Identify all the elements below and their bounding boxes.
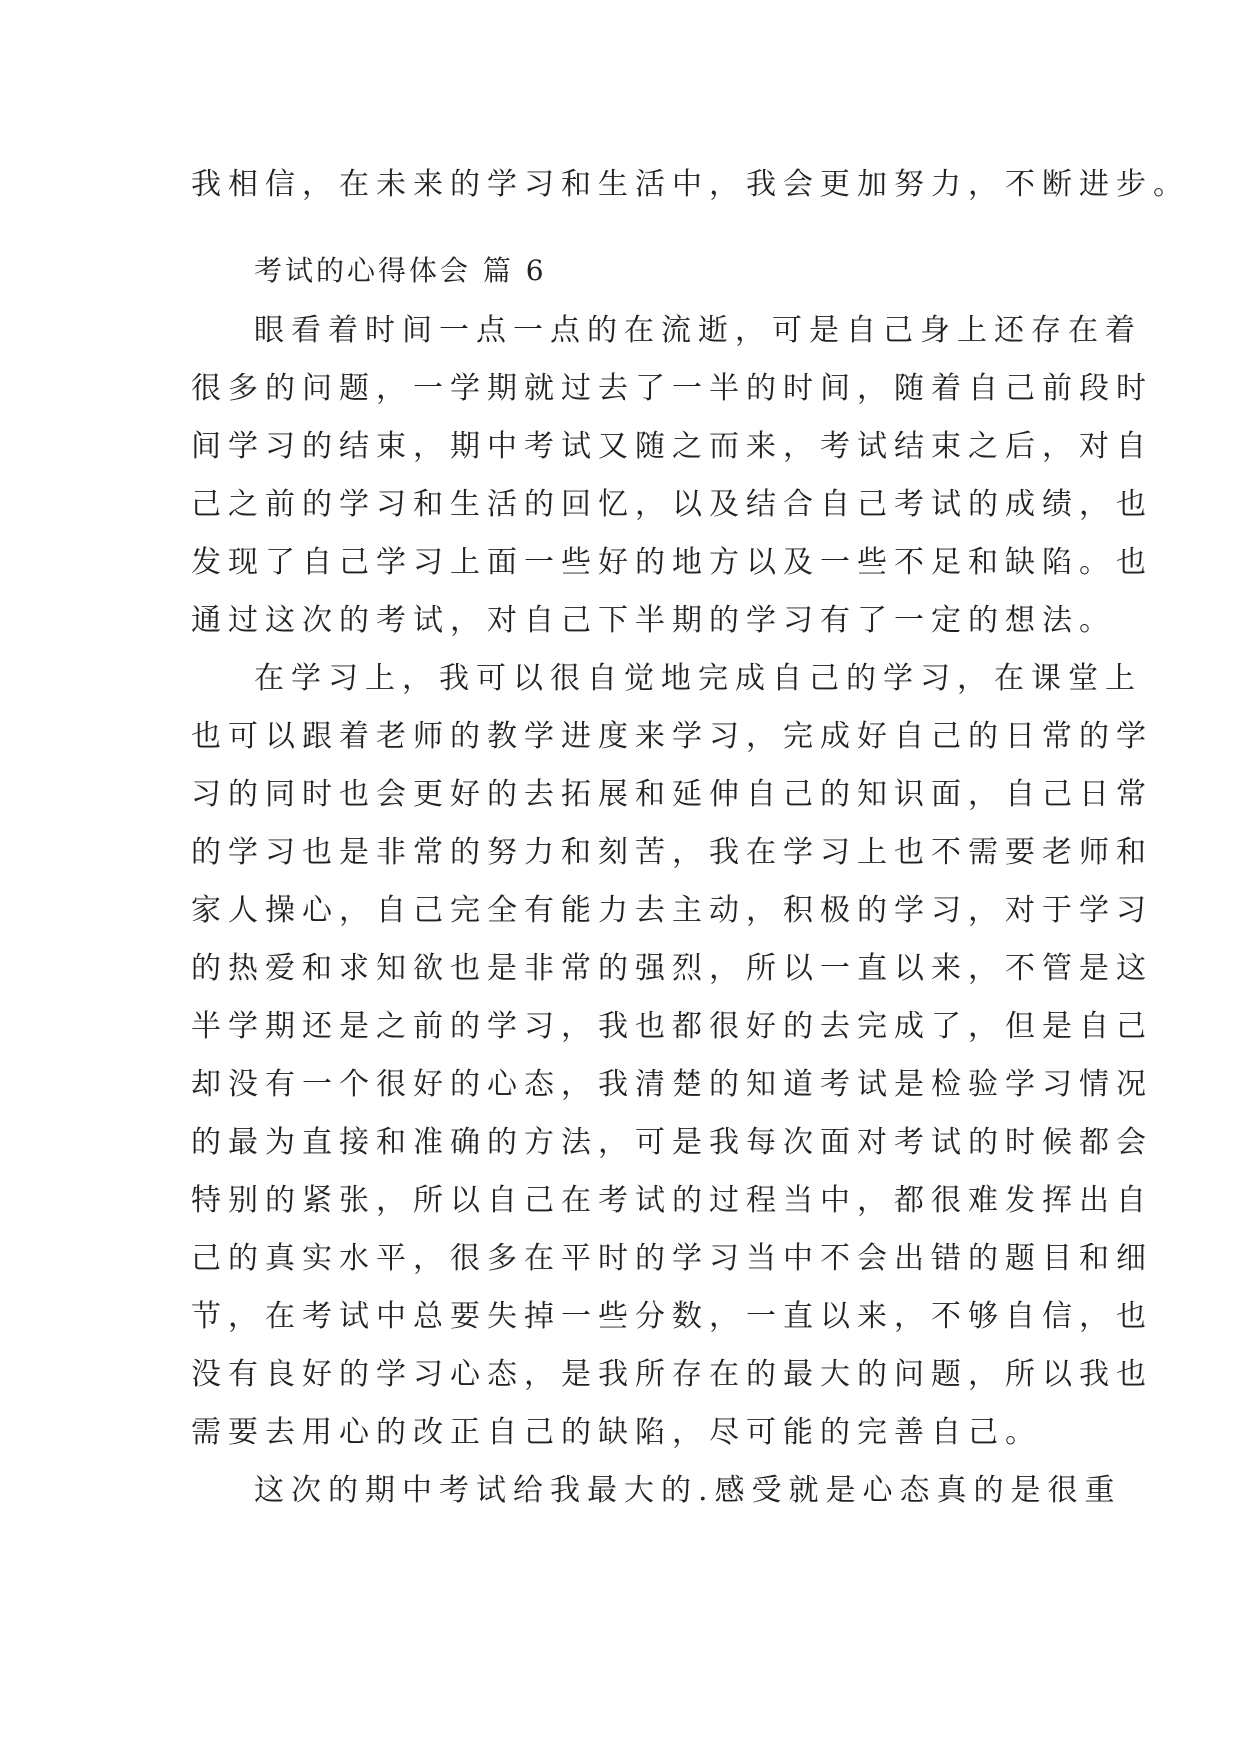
paragraph-1-line: 发现了自己学习上面一些好的地方以及一些不足和缺陷。也 [191,545,1153,580]
paragraph-2-line: 也可以跟着老师的教学进度来学习，完成好自己的日常的学 [191,719,1153,754]
intro-line: 我相信，在未来的学习和生活中，我会更加努力，不断进步。 [191,167,1190,202]
paragraph-2-line: 节，在考试中总要失掉一些分数，一直以来，不够自信，也 [191,1299,1153,1334]
paragraph-2-line: 家人操心，自己完全有能力去主动，积极的学习，对于学习 [191,893,1153,928]
paragraph-1-line: 间学习的结束，期中考试又随之而来，考试结束之后，对自 [191,429,1153,464]
paragraph-1-line: 眼看着时间一点一点的在流逝，可是自己身上还存在着 [254,313,1142,348]
paragraph-1-line: 己之前的学习和生活的回忆，以及结合自己考试的成绩，也 [191,487,1153,522]
paragraph-2-line: 半学期还是之前的学习，我也都很好的去完成了，但是自己 [191,1009,1153,1044]
section-heading: 考试的心得体会 篇 6 [254,254,547,287]
paragraph-2-line: 的最为直接和准确的方法，可是我每次面对考试的时候都会 [191,1125,1153,1160]
paragraph-2-line: 习的同时也会更好的去拓展和延伸自己的知识面，自己日常 [191,777,1153,812]
paragraph-2-line: 的学习也是非常的努力和刻苦，我在学习上也不需要老师和 [191,835,1153,870]
paragraph-2-line: 在学习上，我可以很自觉地完成自己的学习，在课堂上 [254,661,1142,696]
paragraph-2-line: 却没有一个很好的心态，我清楚的知道考试是检验学习情况 [191,1067,1153,1102]
paragraph-2-line: 没有良好的学习心态，是我所存在的最大的问题，所以我也 [191,1357,1153,1392]
paragraph-1-line: 通过这次的考试，对自己下半期的学习有了一定的想法。 [191,603,1116,638]
paragraph-2-line: 需要去用心的改正自己的缺陷，尽可能的完善自己。 [191,1415,1042,1450]
paragraph-3-line: 这次的期中考试给我最大的.感受就是心态真的是很重 [254,1473,1122,1508]
paragraph-2-line: 己的真实水平，很多在平时的学习当中不会出错的题目和细 [191,1241,1153,1276]
paragraph-1-line: 很多的问题，一学期就过去了一半的时间，随着自己前段时 [191,371,1153,406]
paragraph-2-line: 特别的紧张，所以自己在考试的过程当中，都很难发挥出自 [191,1183,1153,1218]
paragraph-2-line: 的热爱和求知欲也是非常的强烈，所以一直以来，不管是这 [191,951,1153,986]
